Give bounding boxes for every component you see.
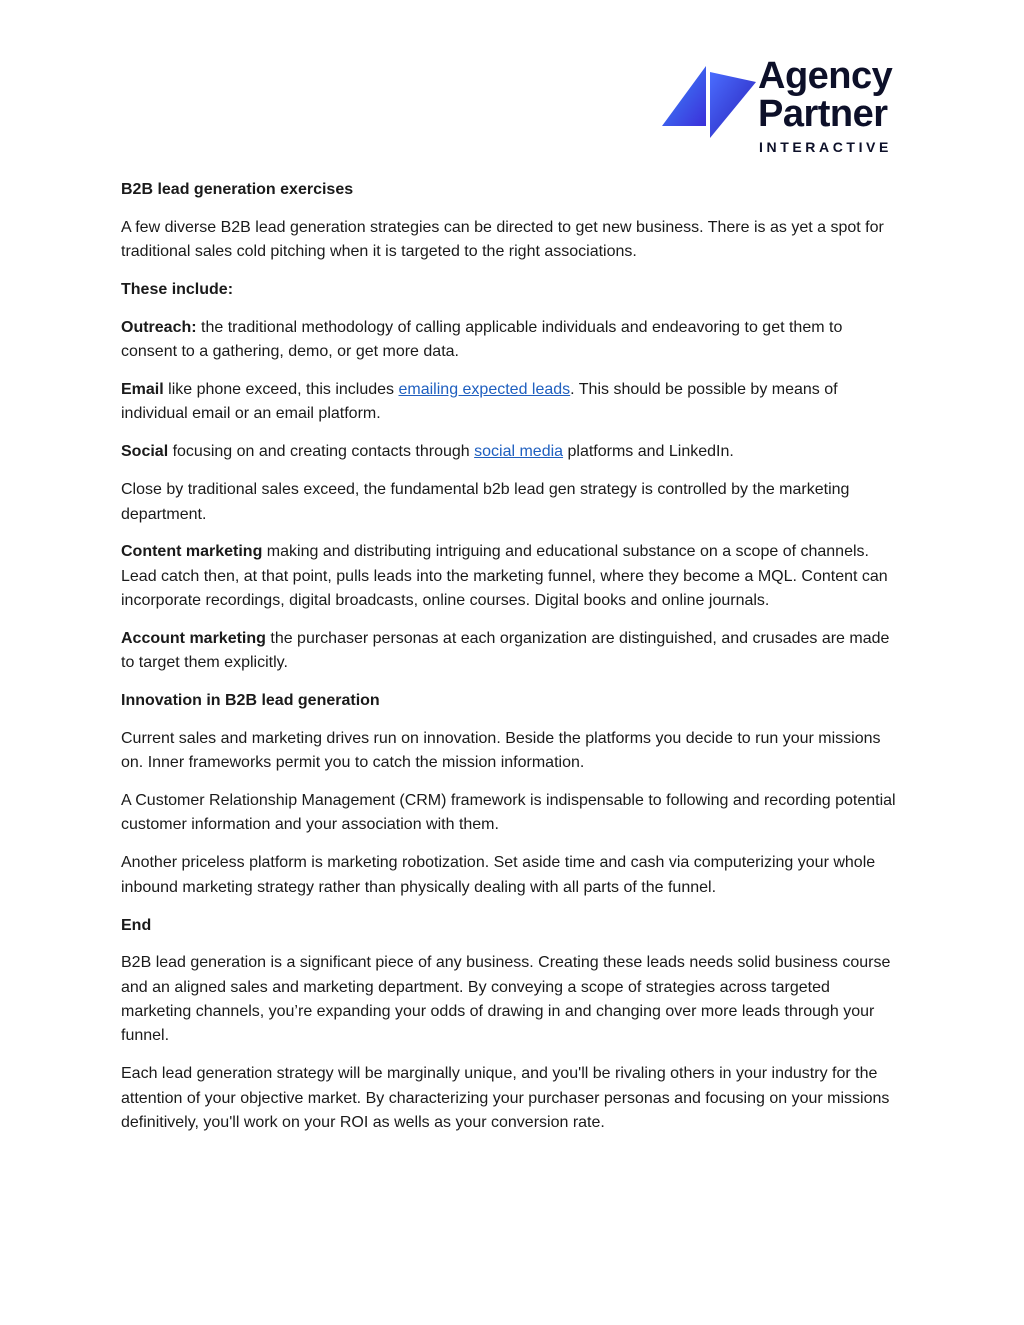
paragraph-current-sales: Current sales and marketing drives run on innovation. Beside the platforms you decide to run your missions on. Inner frameworks permit you to catch the mission information.: [121, 729, 881, 772]
content-marketing-label: Content marketing: [121, 543, 263, 561]
outreach-label: Outreach:: [121, 318, 197, 336]
heading-innovation: Innovation in B2B lead generation: [121, 692, 380, 710]
paragraph-account-marketing: Account marketing the purchaser personas at each organization are distinguished, and crusades are made to target them explicitly.: [121, 629, 890, 672]
heading-exercises: B2B lead generation exercises: [121, 181, 354, 198]
logo-word-interactive: INTERACTIVE: [759, 139, 892, 155]
account-marketing-label: Account marketing: [121, 629, 266, 647]
heading-end: End: [121, 916, 152, 934]
agency-partner-logo: [660, 55, 910, 158]
logo-word-agency: Agency: [758, 55, 893, 97]
logo-word-partner: Partner: [758, 93, 888, 135]
heading-these-include: These include:: [121, 281, 234, 299]
paragraph-close-by: Close by traditional sales exceed, the fundamental b2b lead gen strategy is controlled by the marketing department.: [121, 481, 850, 523]
paragraph-outreach: Outreach: the traditional methodology of calling applicable individuals and endeavoring to get them to consent to a gathering, demo, or get more data.: [121, 318, 843, 361]
paragraph-each-strategy: Each lead generation strategy will be marginally unique, and you'll be rivaling others in your industry for the attention of your objective market. By characterizing your purchaser personas and focusing on your missions definitively, you'll work on your ROI as wells as your conversion rate.: [121, 1065, 890, 1131]
paragraph-social: Social focusing on and creating contacts through social media platforms and LinkedIn.: [121, 443, 734, 461]
paragraph-email: Email like phone exceed, this includes emailing expected leads. This should be possible by means of individual email or an email platform.: [121, 381, 838, 423]
paragraph-content-marketing: Content marketing making and distributing intriguing and educational substance on a scope of channels. Lead catch then, at that point, pulls leads into the marketing funnel, where they become a MQL. Content can incorporate recordings, digital broadcasts, online courses. Digital books and online journals.: [121, 543, 888, 610]
document-body: [121, 178, 901, 1149]
email-label: Email: [121, 381, 164, 399]
emailing-leads-link[interactable]: emailing expected leads: [398, 381, 571, 399]
social-label: Social: [121, 443, 169, 461]
paragraph-crm: A Customer Relationship Management (CRM) framework is indispensable to following and recording potential customer information and your association with them.: [121, 792, 896, 834]
triangle-logo-icon: [660, 64, 758, 140]
paragraph-b2b-significance: B2B lead generation is a significant piece of any business. Creating these leads needs solid business course and an aligned sales and marketing department. By conveying a scope of strategies across targeted marketing channels, you’re expanding your odds of drawing in and changing over more leads through your funnel.: [121, 954, 891, 1045]
paragraph-another-platform: Another priceless platform is marketing robotization. Set aside time and cash via computerizing your whole inbound marketing strategy rather than physically dealing with all parts of the funnel.: [121, 854, 876, 896]
paragraph-intro: A few diverse B2B lead generation strategies can be directed to get new business. There is as yet a spot for traditional sales cold pitching when it is targeted to the right associations.: [121, 218, 884, 261]
social-media-link[interactable]: social media: [474, 443, 564, 461]
